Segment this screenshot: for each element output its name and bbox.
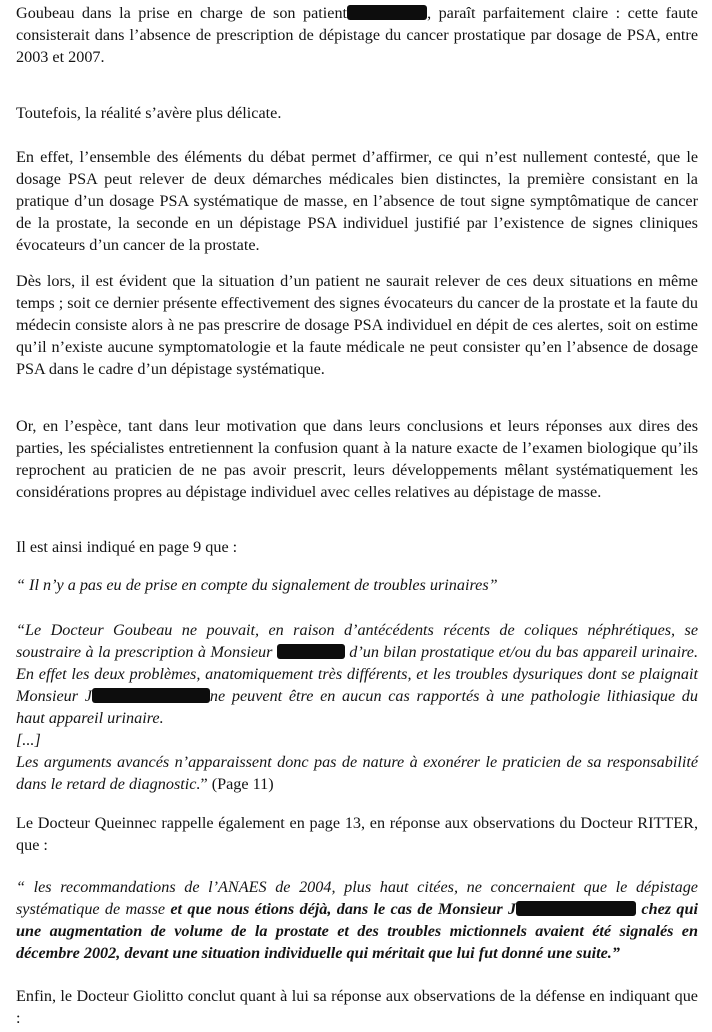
text-segment: , paraît parfaitement claire : cette faute consisterait dans l’absence de prescription de dépistage du cancer prostatique par dosage de PSA, entre 2003 et 2007. bbox=[16, 4, 698, 66]
text-segment: [...] bbox=[16, 731, 41, 749]
paragraph-goubeau-fault bbox=[16, 2, 698, 68]
text-segment: ne peuvent être en aucun cas rapportés à une pathologie lithiasique du haut appareil urinaire. bbox=[16, 687, 698, 727]
text-segment: “Le Docteur Goubeau ne pouvait, en raison d’antécédents récents de coliques néphrétiques, se soustraire à la prescription à Monsieur bbox=[16, 621, 698, 661]
quote-anaes-recommendations bbox=[16, 876, 698, 964]
redaction-bar bbox=[92, 688, 210, 703]
paragraph-specialists-confusion: Or, en l’espèce, tant dans leur motivation que dans leurs conclusions et leurs réponses aux dires des parties, les spécialistes entretiennent la confusion quant à la nature exacte de l’examen biologique qu’ils reprochent au praticien de ne pas avoir prescrit, leurs développements mêlant systématiquement les considérations propres au dépistage individuel avec celles relatives au dépistage de masse. bbox=[16, 417, 698, 501]
redaction-bar bbox=[277, 644, 345, 659]
text-segment: Les arguments avancés n’apparaissent donc pas de nature à exonérer le praticien de sa responsabilité dans le retard de diagnostic. bbox=[16, 753, 698, 793]
text-segment: d’un bilan prostatique et/ou du bas appareil urinaire. En effet les deux problèmes, anatomiquement très différents, et les troubles dysuriques dont se plaignait Monsieur J bbox=[16, 643, 698, 705]
text-segment: “ les recommandations de l’ANAES de 2004, plus haut citées, ne concernaient que le dépistage systématique de masse bbox=[16, 878, 698, 918]
paragraph-page9-intro: Il est ainsi indiqué en page 9 que : bbox=[16, 538, 238, 556]
paragraph-queinnec: Le Docteur Queinnec rappelle également en page 13, en réponse aux observations du Docteur RITTER, que : bbox=[16, 814, 698, 854]
redaction-bar bbox=[347, 5, 427, 20]
paragraph-reality: Toutefois, la réalité s’avère plus délicate. bbox=[16, 104, 282, 122]
quote-goubeau-prescription bbox=[16, 619, 698, 795]
paragraph-patient-situation: Dès lors, il est évident que la situation d’un patient ne saurait relever de ces deux situations en même temps ; soit ce dernier présente effectivement des signes évocateurs du cancer de la prostate et la faute du médecin consiste alors à ne pas prescrire de dosage PSA individuel en dépit de ces alertes, soit on estime qu’il n’existe aucune symptomatologie et la faute médicale ne peut consister qu’en l’absence de dosage PSA dans le cadre d’un dépistage systématique. bbox=[16, 272, 698, 378]
text-segment: ” (Page 11) bbox=[200, 775, 274, 793]
text-segment: et que nous étions déjà, dans le cas de Monsieur J bbox=[170, 900, 517, 918]
quote-urinary-troubles: “ Il n’y a pas eu de prise en compte du signalement de troubles urinaires” bbox=[16, 576, 498, 594]
redaction-bar bbox=[516, 901, 636, 916]
text-segment: chez qui une augmentation de volume de la prostate et des troubles mictionnels avaient été signalés en décembre 2002, devant une situation individuelle qui méritait que lui fut donné une suite.” bbox=[16, 900, 698, 962]
paragraph-psa-approaches: En effet, l’ensemble des éléments du débat permet d’affirmer, ce qui n’est nullement contesté, que le dosage PSA peut relever de deux démarches médicales bien distinctes, la première consistant en la pratique d’un dosage PSA systématique de masse, en l’absence de tout signe symptômatique de cancer de la prostate, la seconde en un dépistage PSA individuel justifié par l’existence de signes cliniques évocateurs d’un cancer de la prostate. bbox=[16, 148, 698, 254]
paragraph-giolitto: Enfin, le Docteur Giolitto conclut quant à lui sa réponse aux observations de la défense en indiquant que : bbox=[16, 987, 698, 1027]
text-segment: Goubeau dans la prise en charge de son patient bbox=[16, 4, 348, 22]
